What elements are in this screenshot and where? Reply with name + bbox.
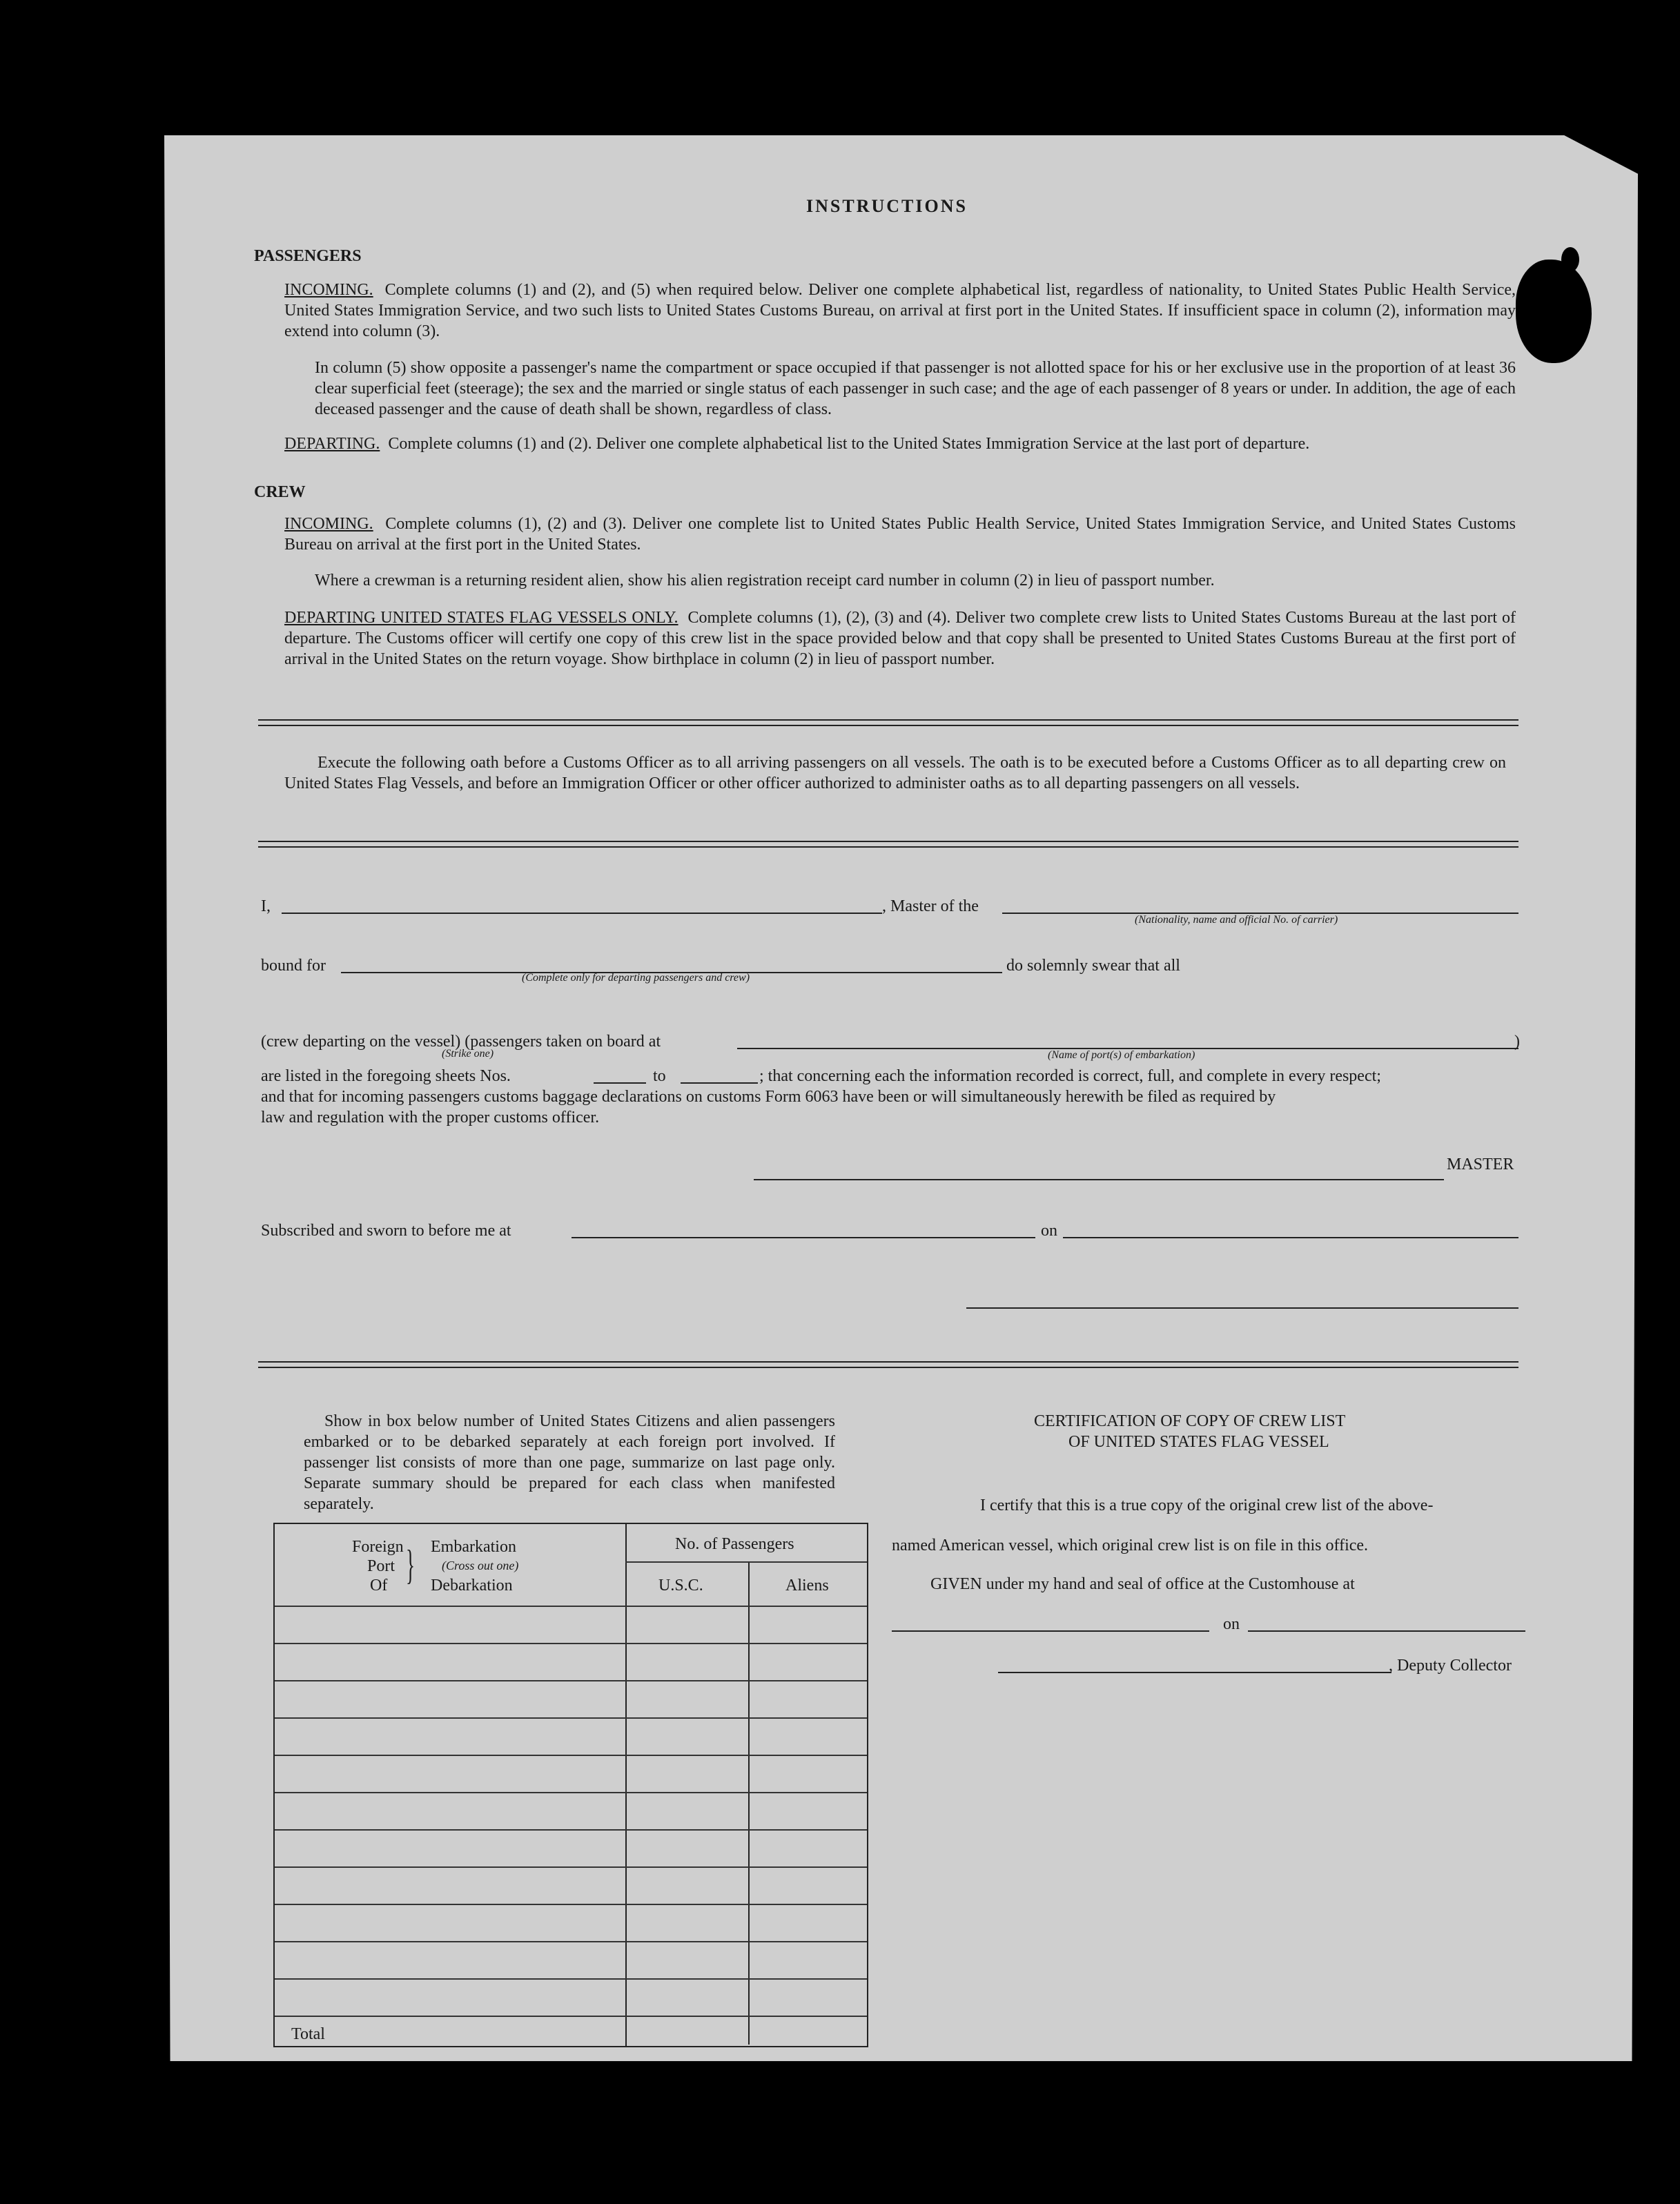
master-label: MASTER xyxy=(1447,1155,1514,1173)
table-row xyxy=(275,1606,867,1607)
certification-date-line[interactable] xyxy=(1248,1630,1525,1632)
passengers-incoming-label: INCOMING. xyxy=(284,281,373,299)
nationality-hint: (Nationality, name and official No. of carrier) xyxy=(1135,914,1338,926)
header-usc: U.S.C. xyxy=(658,1577,703,1595)
certification-title-2: OF UNITED STATES FLAG VESSEL xyxy=(1068,1433,1329,1451)
listed-text-c: and that for incoming passengers customs baggage declarations on customs Form 6063 have been or will simultaneously herewith be filed as required by xyxy=(261,1088,1276,1106)
passengers-departing-text: Complete columns (1) and (2). Deliver one complete alphabetical list to the United States Immigration Service at the last port of departure. xyxy=(388,435,1310,453)
sheet-to-line[interactable] xyxy=(681,1082,758,1084)
listed-text-b: ; that concerning each the information recorded is correct, full, and complete in every respect; xyxy=(759,1067,1381,1085)
passenger-summary-table xyxy=(273,1523,868,2047)
listed-text-d: law and regulation with the proper customs officer. xyxy=(261,1109,600,1127)
subscribed-date-line[interactable] xyxy=(1063,1237,1518,1238)
passengers-incoming-paragraph xyxy=(284,280,1516,342)
table-row xyxy=(275,1978,867,1980)
swear-text: do solemnly swear that all xyxy=(1006,957,1180,975)
crew-departing-text: Complete columns (1), (2), (3) and (4). Deliver two complete crew lists to United States Customs Bureau at the last port of departure. The Customs officer will certify one copy of this crew list in the space provided below and that copy shall be presented to United States Customs Bureau at the first port of arrival in the United States on the return voyage. Show birthplace in column (2) in lieu of passport number. xyxy=(284,609,1516,668)
table-row xyxy=(275,1792,867,1793)
header-no-passengers: No. of Passengers xyxy=(675,1535,794,1553)
close-paren: ) xyxy=(1514,1033,1520,1051)
header-embarkation: Embarkation xyxy=(431,1538,516,1556)
table-row xyxy=(275,1717,867,1719)
table-row xyxy=(275,1866,867,1868)
listed-text-a: are listed in the foregoing sheets Nos. xyxy=(261,1067,511,1085)
certification-on: on xyxy=(1223,1615,1240,1633)
crew-heading: CREW xyxy=(254,483,306,501)
certification-text-1: I certify that this is a true copy of the original crew list of the above- xyxy=(980,1496,1434,1514)
table-row xyxy=(275,2016,867,2017)
passengers-column5-paragraph: In column (5) show opposite a passenger's name the compartment or space occupied if that passenger is not allotted space for his or her exclusive use in the proportion of at least 36 clear superficial feet (steerage); the sex and the married or single status of each passenger in such case; and the age of each passenger of 8 years or under. In addition, the age of each deceased passenger and the cause of death shall be shown, regardless of class. xyxy=(315,359,1516,418)
certification-given: GIVEN under my hand and seal of office at the Customhouse at xyxy=(930,1575,1355,1593)
header-debarkation: Debarkation xyxy=(431,1577,513,1595)
sheet-from-line[interactable] xyxy=(594,1082,646,1084)
total-label: Total xyxy=(291,2025,325,2043)
crew-incoming-text: Complete columns (1), (2) and (3). Deliver one complete list to United States Public Health Service, United States Immigration Service, and United States Customs Bureau on arrival at the first port in the United States. xyxy=(284,515,1516,554)
paper-damage xyxy=(1561,247,1579,272)
bound-for-hint: (Complete only for departing passengers and crew) xyxy=(522,972,750,984)
bound-for-label: bound for xyxy=(261,957,326,975)
subscribed-on: on xyxy=(1041,1222,1057,1240)
strike-one-hint: (Strike one) xyxy=(442,1048,494,1060)
passengers-departing-paragraph xyxy=(284,433,1516,454)
table-row xyxy=(275,1680,867,1681)
table-row xyxy=(275,1941,867,1942)
master-of-label: , Master of the xyxy=(882,897,979,915)
certification-text-2: named American vessel, which original crew list is on file in this office. xyxy=(892,1537,1369,1554)
passengers-heading: PASSENGERS xyxy=(254,247,362,265)
passengers-incoming-text: Complete columns (1) and (2), and (5) when required below. Deliver one complete alphabetical list, regardless of nationality, to United States Public Health Service, United States Immigration Service, and two such lists to United States Customs Bureau, on arrival at first port in the United States. If insufficient space in column (2), information may extend into column (3). xyxy=(284,281,1516,340)
certification-title-1: CERTIFICATION OF COPY OF CREW LIST xyxy=(1034,1412,1346,1430)
table-row xyxy=(275,1829,867,1831)
summary-instructions: Show in box below number of United States Citizens and alien passengers embarked or to be debarked separately at each foreign port involved. If passenger list consists of more than one page, summarize on last page only. Separate summary should be prepared for each class when manifested separately. xyxy=(304,1412,835,1513)
crew-departing-paragraph xyxy=(284,607,1516,670)
header-of: Of xyxy=(370,1577,388,1595)
deputy-signature-line[interactable] xyxy=(998,1672,1391,1673)
officer-signature-line[interactable] xyxy=(966,1307,1518,1309)
crew-incoming-paragraph xyxy=(284,514,1516,555)
listed-to: to xyxy=(653,1067,666,1085)
crew-departing-clause: (crew departing on the vessel) (passengers taken on board at xyxy=(261,1033,661,1051)
master-name-line[interactable] xyxy=(282,913,882,914)
table-row xyxy=(275,1643,867,1644)
header-aliens: Aliens xyxy=(785,1577,829,1595)
page-title: INSTRUCTIONS xyxy=(806,196,968,216)
header-port: Port xyxy=(367,1557,395,1575)
table-row xyxy=(275,1904,867,1905)
section-divider xyxy=(258,719,1518,726)
header-foreign: Foreign xyxy=(352,1538,404,1556)
header-cross-out: (Cross out one) xyxy=(442,1559,519,1572)
table-row xyxy=(275,1755,867,1756)
crew-resident-paragraph: Where a crewman is a returning resident alien, show his alien registration receipt card number in column (2) in lieu of passport number. xyxy=(315,572,1215,589)
ports-hint: (Name of port(s) of embarkation) xyxy=(1048,1049,1195,1061)
crew-departing-label: DEPARTING UNITED STATES FLAG VESSELS ONLY. xyxy=(284,609,678,627)
oath-i-label: I, xyxy=(261,897,271,915)
section-divider xyxy=(258,841,1518,848)
master-signature-line[interactable] xyxy=(754,1179,1444,1180)
subscribed-label: Subscribed and sworn to before me at xyxy=(261,1222,511,1240)
customhouse-line[interactable] xyxy=(892,1630,1209,1632)
brace-glyph: } xyxy=(406,1542,415,1588)
subscribed-place-line[interactable] xyxy=(572,1237,1035,1238)
passengers-departing-label: DEPARTING. xyxy=(284,435,380,453)
deputy-collector-label: , Deputy Collector xyxy=(1389,1657,1512,1675)
oath-intro: Execute the following oath before a Customs Officer as to all arriving passengers on all vessels. The oath is to be executed before a Customs Officer as to all departing crew on United States Flag Vessels, and before an Immigration Officer or other officer authorized to administer oaths as to all departing passengers on all vessels. xyxy=(284,754,1506,792)
crew-incoming-label: INCOMING. xyxy=(284,515,373,533)
section-divider xyxy=(258,1361,1518,1368)
